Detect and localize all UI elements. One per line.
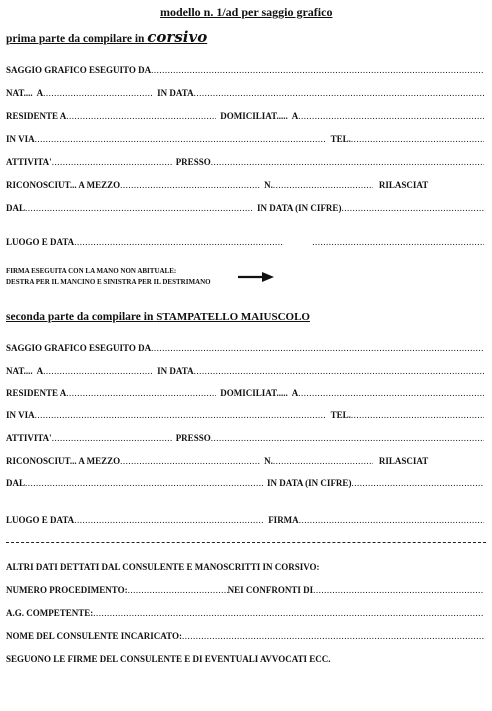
p1-saggio-label: SAGGIO GRAFICO ESEGUITO DA — [6, 65, 152, 75]
p2-attivita-label: ATTIVITA' — [6, 433, 52, 443]
p1-via-row[interactable] — [6, 135, 484, 144]
p3-ag-label: A.G. COMPETENTE: — [6, 608, 94, 618]
p1-via-field[interactable] — [35, 135, 325, 144]
p2-firma-label: FIRMA — [268, 515, 299, 525]
p2-saggio-label: SAGGIO GRAFICO ESEGUITO DA — [6, 343, 152, 353]
p2-domicilio-field[interactable] — [298, 389, 484, 398]
p2-luogo-label: LUOGO E DATA — [6, 515, 75, 525]
p1-data-nascita-field[interactable] — [194, 89, 484, 98]
p1-nat-label: NAT.... — [6, 88, 33, 98]
p1-domicilio-field[interactable] — [298, 112, 484, 121]
p1-riconosciut-label: RICONOSCIUT... A MEZZO — [6, 180, 121, 190]
p2-attivita-field[interactable] — [52, 434, 172, 443]
part2-heading — [6, 312, 310, 324]
part1-heading — [6, 30, 207, 46]
p2-a2-label: A — [291, 388, 299, 398]
form-title: modello n. 1/ad per saggio grafico — [160, 5, 333, 19]
p3-ag-field[interactable] — [93, 609, 484, 618]
p1-luogo-row[interactable] — [6, 238, 484, 247]
p1-firma-note-2: DESTRA PER IL MANCINO E SINISTRA PER IL DESTRIMANO — [6, 278, 211, 286]
part2-heading-text: seconda parte da compilare in — [6, 311, 154, 323]
p1-riconosciut-row[interactable] — [6, 181, 484, 190]
p1-data-cifre-field[interactable] — [341, 204, 484, 213]
part1-heading-style: corsivo — [147, 28, 208, 46]
p1-tel-field[interactable] — [351, 135, 484, 144]
p2-riconosciut-row[interactable] — [6, 457, 484, 466]
p2-tel-label: TEL. — [330, 410, 351, 420]
p1-luogo-field[interactable] — [74, 238, 284, 247]
p2-numero-field[interactable] — [273, 457, 373, 466]
p1-n-label: N. — [264, 180, 273, 190]
p2-via-field[interactable] — [35, 411, 325, 420]
p2-in-data-label: IN DATA — [157, 366, 194, 376]
p2-firma-field[interactable] — [299, 516, 484, 525]
p1-in-data-label: IN DATA — [157, 88, 194, 98]
p1-dal-field[interactable] — [25, 204, 253, 213]
p2-dal-row[interactable] — [6, 479, 484, 488]
p3-confronti-label: NEI CONFRONTI DI — [227, 585, 314, 595]
p1-luogo-nascita-field[interactable] — [43, 89, 153, 98]
p2-saggio-row[interactable] — [6, 344, 484, 353]
p2-data-cifre-field[interactable] — [351, 479, 484, 488]
p1-tel-label: TEL. — [330, 134, 351, 144]
p2-residente-field[interactable] — [66, 389, 216, 398]
p2-dal-label: DAL — [6, 478, 26, 488]
p3-nome-label: NOME DEL CONSULENTE INCARICATO: — [6, 631, 182, 641]
p2-mezzo-field[interactable] — [120, 457, 260, 466]
p1-a-label: A — [36, 88, 44, 98]
p1-residente-field[interactable] — [66, 112, 216, 121]
p3-ag-row[interactable] — [6, 609, 484, 618]
p2-domiciliat-label: DOMICILIAT..... — [220, 388, 288, 398]
p3-confronti-field[interactable] — [313, 586, 484, 595]
p3-nome-field[interactable] — [182, 632, 484, 641]
p2-n-label: N. — [264, 456, 273, 466]
p1-numero-field[interactable] — [273, 181, 373, 190]
p3-numero-field[interactable] — [128, 586, 228, 595]
p2-luogo-row[interactable] — [6, 516, 484, 525]
p1-a2-label: A — [291, 111, 299, 121]
p2-saggio-field[interactable] — [151, 344, 484, 353]
p1-presso-field[interactable] — [211, 158, 484, 167]
p3-numero-label: NUMERO PROCEDIMENTO: — [6, 585, 128, 595]
p2-residente-row[interactable] — [6, 389, 484, 398]
p1-attivita-row[interactable] — [6, 158, 484, 167]
p2-nat-row[interactable] — [6, 367, 484, 376]
p1-nat-row[interactable] — [6, 89, 484, 98]
section-divider — [6, 542, 486, 543]
p1-saggio-field[interactable] — [151, 66, 484, 75]
p2-presso-field[interactable] — [211, 434, 484, 443]
p2-in-data-cifre-label: IN DATA (IN CIFRE) — [267, 478, 352, 488]
p2-via-row[interactable] — [6, 411, 484, 420]
p1-domiciliat-label: DOMICILIAT..... — [220, 111, 288, 121]
p3-numero-row[interactable] — [6, 586, 484, 595]
p3-nome-row[interactable] — [6, 632, 484, 641]
p2-data-nascita-field[interactable] — [194, 367, 484, 376]
p2-luogo-field[interactable] — [74, 516, 264, 525]
p1-via-label: IN VIA — [6, 134, 35, 144]
p2-a-label: A — [36, 366, 44, 376]
part2-heading-style: STAMPATELLO MAIUSCOLO — [156, 311, 310, 323]
p2-rilasciat-label: RILASCIAT — [378, 456, 429, 466]
p1-saggio-row[interactable] — [6, 66, 484, 75]
p3-altri-dati: ALTRI DATI DETTATI DAL CONSULENTE E MANOSCRITTI IN CORSIVO: — [6, 562, 320, 572]
part1-heading-text: prima parte da compilare in — [6, 33, 145, 45]
arrow-right-icon — [238, 270, 274, 284]
p1-presso-label: PRESSO — [175, 157, 211, 167]
p2-via-label: IN VIA — [6, 410, 35, 420]
p1-luogo-label: LUOGO E DATA — [6, 237, 75, 247]
p1-residente-label: RESIDENTE A — [6, 111, 67, 121]
p1-attivita-label: ATTIVITA' — [6, 157, 52, 167]
p1-residente-row[interactable] — [6, 112, 484, 121]
p2-riconosciut-label: RICONOSCIUT... A MEZZO — [6, 456, 121, 466]
p1-in-data-cifre-label: IN DATA (IN CIFRE) — [257, 203, 342, 213]
p2-nat-label: NAT.... — [6, 366, 33, 376]
p1-attivita-field[interactable] — [52, 158, 172, 167]
p2-attivita-row[interactable] — [6, 434, 484, 443]
p1-mezzo-field[interactable] — [120, 181, 260, 190]
p1-data-field[interactable] — [312, 238, 484, 247]
p2-dal-field[interactable] — [25, 479, 263, 488]
p2-presso-label: PRESSO — [175, 433, 211, 443]
p1-firma-note-1: FIRMA ESEGUITA CON LA MANO NON ABITUALE: — [6, 267, 177, 275]
p3-seguono: SEGUONO LE FIRME DEL CONSULENTE E DI EVENTUALI AVVOCATI ECC. — [6, 654, 331, 664]
p2-residente-label: RESIDENTE A — [6, 388, 67, 398]
p1-rilasciat-label: RILASCIAT — [378, 180, 429, 190]
p2-tel-field[interactable] — [351, 411, 484, 420]
p1-dal-row[interactable] — [6, 204, 484, 213]
p2-luogo-nascita-field[interactable] — [43, 367, 153, 376]
p1-dal-label: DAL — [6, 203, 26, 213]
